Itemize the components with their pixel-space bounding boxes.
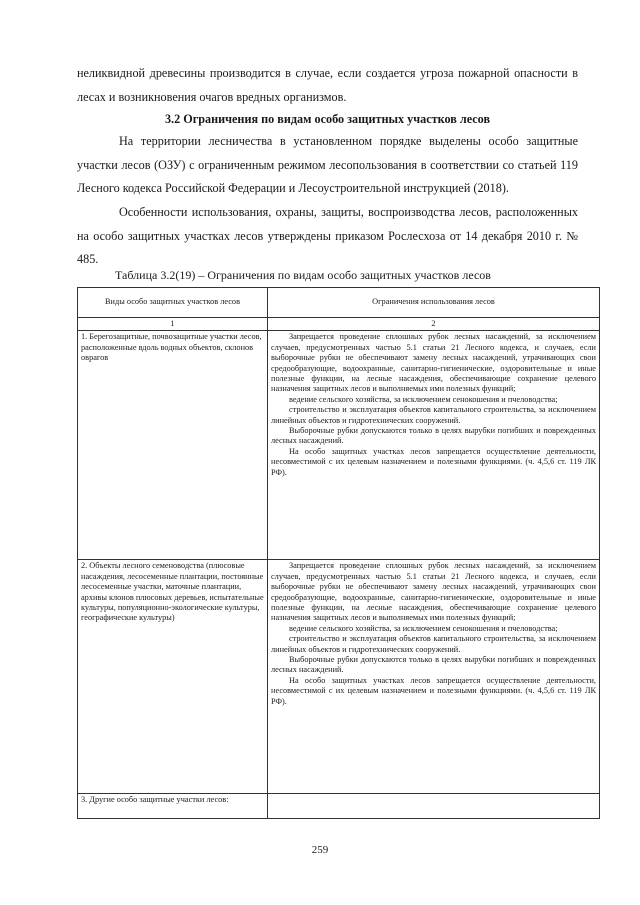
table-row <box>78 560 600 794</box>
header-restrictions: Ограничения использования лесов <box>268 288 600 318</box>
restriction-text: На особо защитных участках лесов запрещается осуществление деятельности, несовместимой с их целевым назначением и полезными функциями. (ч. 4,5,6 ст. 119 ЛК РФ). <box>271 446 596 477</box>
ozu-type-cell: 1. Берегозащитные, почвозащитные участки лесов, расположенные вдоль водных объектов, склонов оврагов <box>78 331 268 560</box>
page-number: 259 <box>311 844 329 856</box>
restriction-text: Запрещается проведение сплошных рубок лесных насаждений, за исключением случаев, предусмотренных частью 5.1 статьи 21 Лесного кодекса, и случаев, если выборочные рубки не обеспечивают замену лесных насаждений, утрачивающих свои средообразующие, водоохранные, санитарно-гигиенические, оздоровительные и иные полезные функции, на лесные насаждения, обеспечивающие сохранение целевого назначения защитных лесов и выполняемых ими полезных функций; <box>271 332 596 394</box>
header-types: Виды особо защитных участков лесов <box>78 288 268 318</box>
restrictions-cell <box>268 560 600 794</box>
restriction-text: ведение сельского хозяйства, за исключением сенокошения и пчеловодства; <box>289 394 558 404</box>
restriction-text: ведение сельского хозяйства, за исключением сенокошения и пчеловодства; <box>289 623 558 633</box>
table-row <box>78 331 600 560</box>
restriction-text: На особо защитных участках лесов запрещается осуществление деятельности, несовместимой с их целевым назначением и полезными функциями. (ч. 4,5,6 ст. 119 ЛК РФ). <box>271 675 596 706</box>
restriction-text: Выборочные рубки допускаются только в целях вырубки погибших и поврежденных лесных насаждений. <box>271 426 596 446</box>
paragraph-features: Особенности использования, охраны, защиты, воспроизводства лесов, расположенных на особо защитных участках лесов утверждены приказом Рослесхоза от 14 декабря 2010 г. № 485. <box>77 205 578 266</box>
table-row <box>78 794 600 819</box>
ozu-type-cell: 2. Объекты лесного семеноводства (плюсовые насаждения, лесосеменные плантации, постоянные лесосеменные участки, маточные плантации, архивы клонов плюсовых деревьев, испытательные культуры, популяционно-экологические культуры, географические культуры) <box>78 560 268 794</box>
table-caption: Таблица 3.2(19) – Ограничения по видам особо защитных участков лесов <box>115 268 491 282</box>
intro-paragraph: неликвидной древесины производится в случае, если создается угроза пожарной опасности в лесах и возникновения очагов вредных организмов. <box>77 66 578 104</box>
paragraph-ozu: На территории лесничества в установленном порядке выделены особо защитные участки лесов (ОЗУ) с ограниченным режимом лесопользования в соответствии со статьей 119 Лесного кодекса Российской Федерации и Лесоустроительной инструкцией (2018). <box>77 134 578 195</box>
restriction-text: строительство и эксплуатация объектов капитального строительства, за исключением линейных объектов и гидротехнических сооружений. <box>271 405 596 425</box>
restrictions-table <box>77 287 600 819</box>
ozu-type-cell: 3. Другие особо защитные участки лесов: <box>78 794 268 819</box>
section-heading: 3.2 Ограничения по видам особо защитных участков лесов <box>164 112 491 126</box>
table-header-row <box>78 288 600 318</box>
restrictions-cell <box>268 794 600 819</box>
column-number-row <box>78 318 600 331</box>
restriction-text: Запрещается проведение сплошных рубок лесных насаждений, за исключением случаев, предусмотренных частью 5.1 статьи 21 Лесного кодекса, и случаев, если выборочные рубки не обеспечивают замену лесных насаждений, утрачивающих свои средообразующие, водоохранные, санитарно-гигиенические, оздоровительные и иные полезные функции, на лесные насаждения, обеспечивающие сохранение целевого назначения защитных лесов и выполняемых ими полезных функций; <box>271 561 596 623</box>
column-number-1: 1 <box>78 318 268 331</box>
column-number-2: 2 <box>268 318 600 331</box>
restriction-text: Выборочные рубки допускаются только в целях вырубки погибших и поврежденных лесных насаждений. <box>271 655 596 675</box>
restriction-text: строительство и эксплуатация объектов капитального строительства, за исключением линейных объектов и гидротехнических сооружений. <box>271 634 596 654</box>
restrictions-cell <box>268 331 600 560</box>
